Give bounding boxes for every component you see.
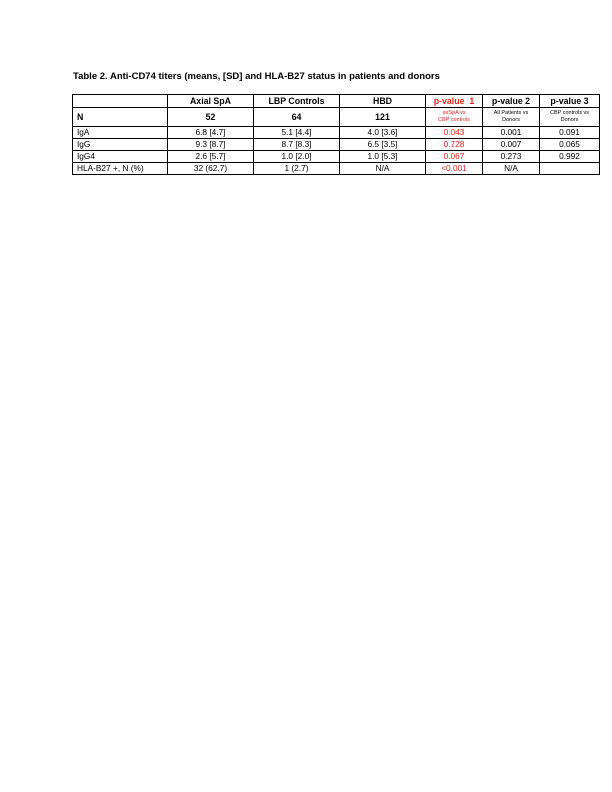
cell-p-value-2: 0.273 [483,151,540,163]
n-axial-spa: 52 [168,108,254,127]
p2-note-line2: Donors [502,117,520,123]
table-row [73,151,600,163]
cell-hbd: N/A [340,163,426,175]
cell-p-value-2: 0.001 [483,127,540,139]
p1-note-line2: CBP controls [438,117,470,123]
p2-comparison-note [483,108,540,127]
cell-p-value-3 [540,163,600,175]
header-p-value-2: p-value 2 [483,95,540,108]
cell-p-value-1: 0.728 [426,139,483,151]
p1-note-line1: axSpA vs [442,109,466,116]
cell-p-value-1: 0.043 [426,127,483,139]
n-row [73,108,600,127]
p2-note-line1: All Patients vs [493,109,529,116]
row-label: IgA [73,127,168,139]
cell-axial-spa: 2.6 [5.7] [168,151,254,163]
row-label: HLA-B27 +, N (%) [73,163,168,175]
p3-note-line1: CBP controls vs [549,109,590,116]
header-blank [73,95,168,108]
header-p-value-3: p-value 3 [540,95,600,108]
cell-hbd: 4.0 [3.6] [340,127,426,139]
header-row [73,95,600,108]
cell-p-value-3: 0.091 [540,127,600,139]
cell-lbp-controls: 5.1 [4.4] [254,127,340,139]
cell-hbd: 6.5 [3.5] [340,139,426,151]
cell-p-value-2: N/A [483,163,540,175]
header-p-value-1: p-value 1 [426,95,483,108]
cell-p-value-3: 0.992 [540,151,600,163]
row-label: IgG4 [73,151,168,163]
cell-p-value-1: <0.001 [426,163,483,175]
titers-table [72,94,600,175]
header-hbd: HBD [340,95,426,108]
p3-note-line2: Donors [560,117,579,123]
cell-lbp-controls: 8.7 [8.3] [254,139,340,151]
cell-axial-spa: 32 (62.7) [168,163,254,175]
p1-comparison-note [426,108,483,127]
cell-p-value-1: 0.067 [426,151,483,163]
cell-lbp-controls: 1 (2.7) [254,163,340,175]
table-row [73,163,600,175]
n-lbp-controls: 64 [254,108,340,127]
header-lbp-controls: LBP Controls [254,95,340,108]
table-caption: Table 2. Anti-CD74 titers (means, [SD] and HLA-B27 status in patients and donors [73,71,440,82]
cell-hbd: 1.0 [5.3] [340,151,426,163]
table-row [73,139,600,151]
cell-axial-spa: 6.8 [4.7] [168,127,254,139]
table-row [73,127,600,139]
n-label: N [73,108,168,127]
cell-axial-spa: 9.3 [8.7] [168,139,254,151]
p3-comparison-note [540,108,600,127]
cell-p-value-2: 0.007 [483,139,540,151]
row-label: IgG [73,139,168,151]
header-axial-spa: Axial SpA [168,95,254,108]
cell-lbp-controls: 1.0 [2.0] [254,151,340,163]
n-hbd: 121 [340,108,426,127]
cell-p-value-3: 0.065 [540,139,600,151]
